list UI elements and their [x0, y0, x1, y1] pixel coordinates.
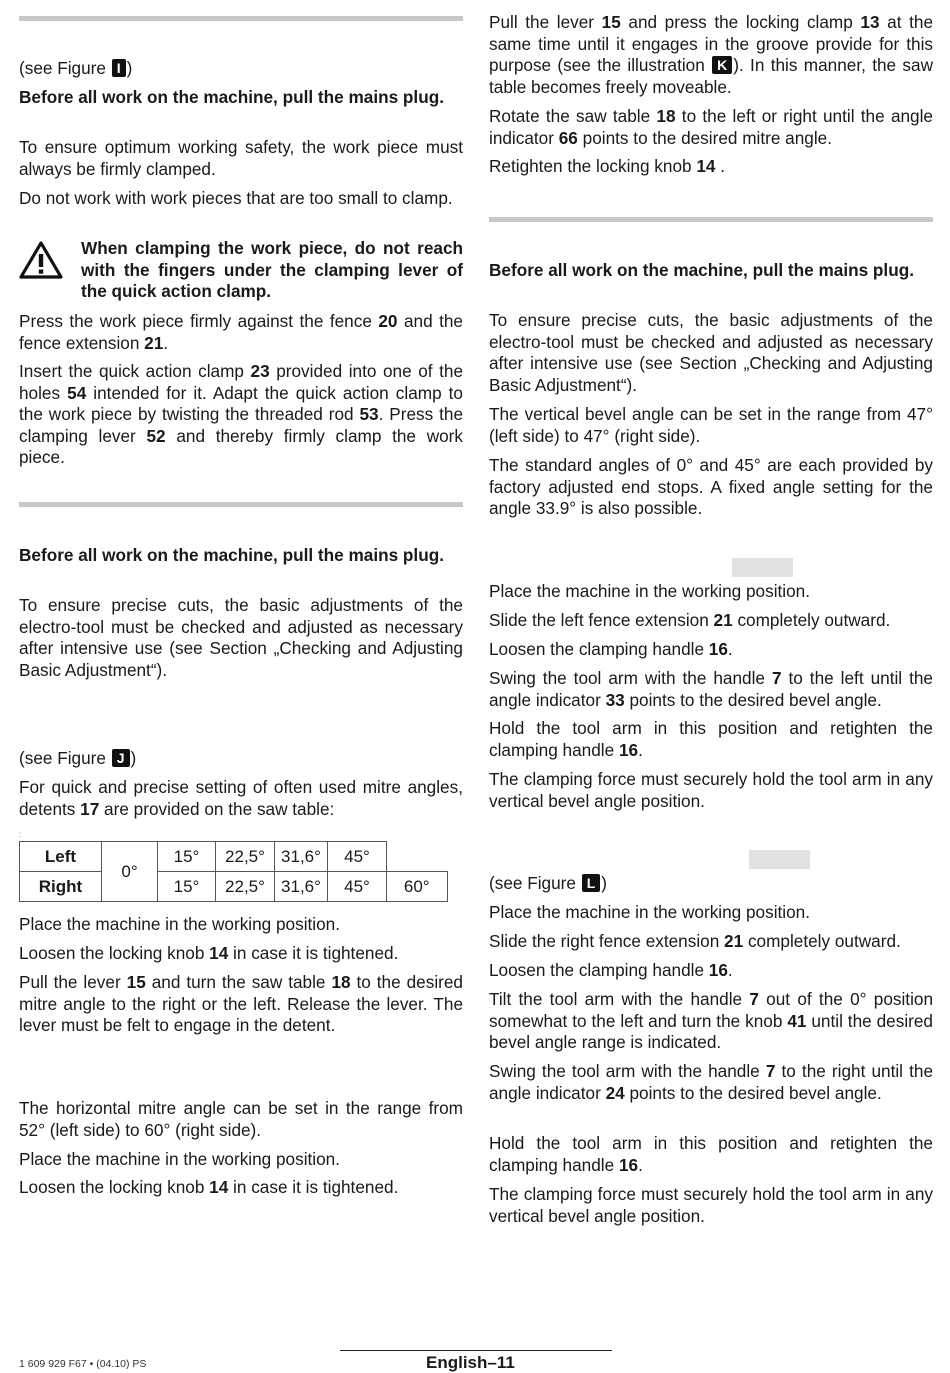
- paragraph: [19, 1149, 463, 1171]
- paragraph: [19, 1098, 463, 1141]
- small-mark: :: [19, 830, 22, 839]
- footer-rule: [340, 1350, 612, 1351]
- paragraph: [489, 404, 933, 447]
- paragraph-text: The standard angles of 0° and 45° are each provided by factory adjusted end stops. A fixed angle setting for the angle 33.9° is also possible.: [489, 455, 933, 519]
- warning-unplug: [19, 545, 463, 567]
- paragraph-text: Place the machine in the working position.: [19, 914, 341, 934]
- table-cell: 31,6°: [275, 842, 328, 872]
- paragraph: Slide the right fence extension 21 completely outward.: [489, 931, 901, 951]
- row-label-right: Right: [20, 872, 102, 902]
- section-header-bar: [489, 217, 933, 222]
- detent-table: [19, 841, 448, 902]
- section-header-bar: [19, 502, 463, 507]
- paragraph: Swing the tool arm with the handle 7 to the left until the angle indicator 33 points to the desired bevel angle.: [489, 668, 933, 710]
- warning-unplug-text: Before all work on the machine, pull the mains plug.: [489, 260, 914, 280]
- paragraph-text: The horizontal mitre angle can be set in the range from 52° (left side) to 60° (right side).: [19, 1098, 463, 1140]
- warning-unplug: [19, 87, 463, 109]
- paragraph-text: Place the machine in the working position.: [19, 1149, 341, 1169]
- paragraph-text: Do not work with work pieces that are too small to clamp.: [19, 188, 453, 208]
- warning-unplug-text: Before all work on the machine, pull the mains plug.: [19, 545, 444, 565]
- paragraph: [19, 595, 463, 681]
- subheading-marker: [732, 558, 793, 577]
- paragraph-text: To ensure precise cuts, the basic adjustments of the electro-tool must be checked and adjusted as necessary after intensive use (see Section „Checking and Adjusting Basic Adjustment“).: [19, 595, 463, 680]
- table-cell-empty: [387, 842, 448, 872]
- row-label-left: Left: [20, 842, 102, 872]
- paragraph: Loosen the locking knob 14 in case it is tightened.: [19, 1177, 399, 1197]
- see-figure-close: ): [126, 58, 133, 78]
- see-figure-j: (see Figure J ): [19, 748, 137, 768]
- figure-badge-i: I: [112, 59, 126, 77]
- paragraph-text: Place the machine in the working position.: [489, 581, 811, 601]
- see-figure-l: (see Figure L ): [489, 873, 607, 893]
- paragraph: [489, 581, 933, 603]
- paragraph: Press the work piece firmly against the fence 20 and the fence extension 21.: [19, 311, 463, 353]
- table-row: [20, 842, 448, 872]
- table-row: [20, 872, 448, 902]
- warning-triangle-icon: [19, 240, 63, 280]
- paragraph-text: To ensure precise cuts, the basic adjustments of the electro-tool must be checked and adjusted as necessary after intensive use (see Section „Checking and Adjusting Basic Adjustment“).: [489, 310, 933, 395]
- see-figure-text: (see Figure: [19, 58, 111, 78]
- caution-block: [19, 238, 463, 304]
- paragraph: For quick and precise setting of often used mitre angles, detents 17 are provided on the saw table:: [19, 777, 463, 819]
- paragraph: Loosen the clamping handle 16.: [489, 639, 733, 659]
- caution-text: When clamping the work piece, do not reach with the fingers under the clamping lever of the quick action clamp.: [81, 238, 463, 302]
- paragraph: [489, 902, 933, 924]
- paragraph: Rotate the saw table 18 to the left or right until the angle indicator 66 points to the desired mitre angle.: [489, 106, 933, 148]
- table-cell: 31,6°: [275, 872, 328, 902]
- section-header-bar: [19, 16, 463, 21]
- paragraph-text: The vertical bevel angle can be set in the range from 47° (left side) to 47° (right side).: [489, 404, 933, 446]
- paragraph: [19, 914, 463, 936]
- paragraph: Hold the tool arm in this position and retighten the clamping handle 16.: [489, 1133, 933, 1175]
- paragraph-text: The clamping force must securely hold the tool arm in any vertical bevel angle position.: [489, 1184, 933, 1226]
- table-cell: 60°: [387, 872, 448, 902]
- paragraph-text: The clamping force must securely hold the tool arm in any vertical bevel angle position.: [489, 769, 933, 811]
- figure-badge-k: K: [712, 56, 732, 74]
- figure-badge-l: L: [582, 874, 601, 892]
- paragraph: Pull the lever 15 and turn the saw table 18 to the desired mitre angle to the right or the left. Release the lever. The lever must be felt to engage in the detent.: [19, 972, 463, 1036]
- paragraph: Retighten the locking knob 14 .: [489, 156, 726, 176]
- table-cell: 45°: [328, 872, 387, 902]
- paragraph: [489, 310, 933, 396]
- paragraph-text: To ensure optimum working safety, the work piece must always be firmly clamped.: [19, 137, 463, 179]
- paragraph: Tilt the tool arm with the handle 7 out of the 0° position somewhat to the left and turn the knob 41 until the desired bevel angle range is indicated.: [489, 989, 934, 1053]
- table-cell: 15°: [158, 872, 216, 902]
- table-cell: 45°: [328, 842, 387, 872]
- paragraph-text: Place the machine in the working position.: [489, 902, 811, 922]
- paragraph: Loosen the clamping handle 16.: [489, 960, 733, 980]
- zero-cell: 0°: [102, 842, 158, 902]
- paragraph: Hold the tool arm in this position and retighten the clamping handle 16.: [489, 718, 933, 760]
- paragraph: Swing the tool arm with the handle 7 to the right until the angle indicator 24 points to the desired bevel angle.: [489, 1061, 933, 1103]
- paragraph: [19, 137, 463, 180]
- paragraph: [489, 769, 933, 812]
- paragraph: Loosen the locking knob 14 in case it is tightened.: [19, 943, 399, 963]
- paragraph: Slide the left fence extension 21 completely outward.: [489, 610, 891, 630]
- paragraph: [19, 188, 463, 210]
- table-cell: 15°: [158, 842, 216, 872]
- warning-unplug: [489, 260, 933, 282]
- paragraph: Insert the quick action clamp 23 provided into one of the holes 54 intended for it. Adapt the quick action clamp to the work piece by twisting the threaded rod 53. Press the clamping lever 52 and thereby firmly clamp the work piece.: [19, 361, 464, 468]
- page-label: English–11: [426, 1353, 515, 1372]
- table-cell: 22,5°: [216, 842, 275, 872]
- see-figure-i: [19, 58, 463, 80]
- paragraph: Pull the lever 15 and press the locking clamp 13 at the same time until it engages in the groove provide for this purpose (see the illustration K ). In this manner, the saw table becomes freely moveable.: [489, 12, 934, 97]
- doc-number: 1 609 929 F67 • (04.10) PS: [19, 1358, 147, 1370]
- table-cell: 22,5°: [216, 872, 275, 902]
- paragraph: [489, 455, 933, 520]
- figure-badge-j: J: [112, 749, 130, 767]
- warning-unplug-text: Before all work on the machine, pull the mains plug.: [19, 87, 444, 107]
- paragraph: [489, 1184, 933, 1227]
- subheading-marker: [749, 850, 810, 869]
